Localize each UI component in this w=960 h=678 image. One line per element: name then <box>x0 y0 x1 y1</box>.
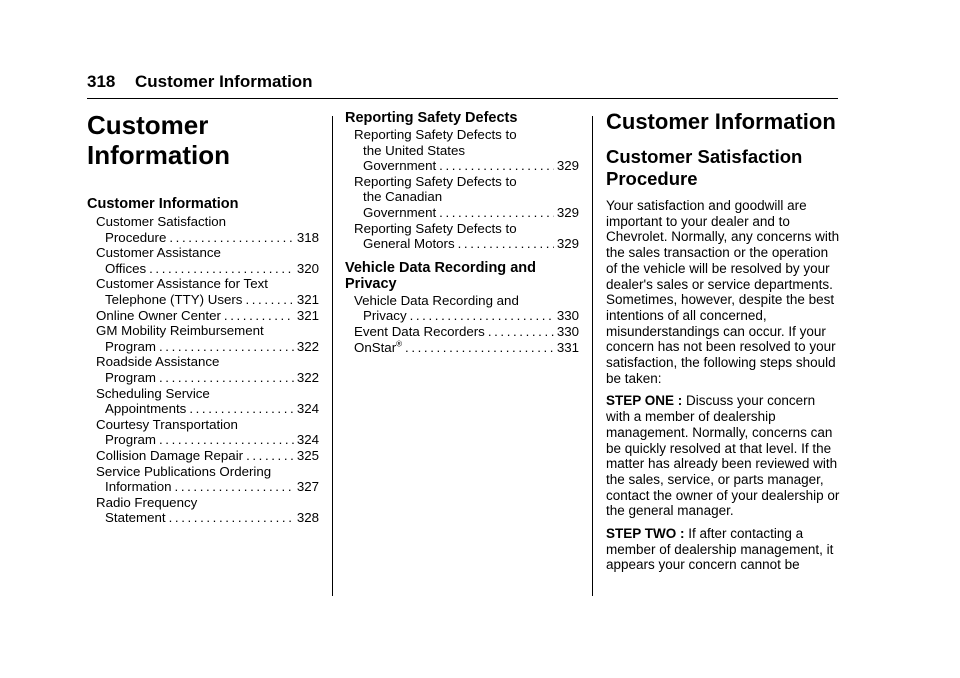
toc-section-heading-line: Vehicle Data Recording and <box>345 259 536 276</box>
toc-entry-title: Government <box>363 158 437 174</box>
toc-entry-title: Government <box>363 204 437 220</box>
body-column <box>606 110 842 580</box>
toc-entry-title: Scheduling Service <box>96 385 210 401</box>
toc-page-number: 329 <box>556 158 579 174</box>
toc-entry-title: Customer Assistance <box>96 245 221 261</box>
toc-column-2 <box>345 110 579 355</box>
toc-entry-title: Courtesy Transportation <box>96 416 238 432</box>
toc-entry-title: the United States <box>363 142 466 158</box>
toc-entry[interactable] <box>96 214 319 245</box>
toc-section-heading <box>345 260 579 292</box>
leader-dots <box>159 370 294 386</box>
toc-entry-title: Event Data Recorders <box>354 323 485 339</box>
toc-entry[interactable] <box>96 448 319 464</box>
toc-entry-title: Telephone (TTY) Users <box>105 291 243 307</box>
toc-entry-title: Vehicle Data Recording and <box>354 292 519 308</box>
toc-entry-title: Information <box>105 479 172 495</box>
toc-entry[interactable] <box>96 323 319 354</box>
leader-dots <box>488 324 554 340</box>
toc-page-number: 329 <box>556 204 579 220</box>
toc-entry[interactable] <box>354 324 579 340</box>
toc-entry-title: Reporting Safety Defects to <box>354 173 517 189</box>
toc-entry-title: Reporting Safety Defects to <box>354 220 517 236</box>
running-head: Customer Information <box>135 72 313 91</box>
leader-dots <box>149 261 294 277</box>
leader-dots <box>224 308 294 324</box>
leader-dots <box>458 236 554 252</box>
toc-entry[interactable] <box>96 245 319 276</box>
toc-entry-title: Service Publications Ordering <box>96 463 272 479</box>
page-number: 318 <box>87 72 116 91</box>
toc-page-number: 327 <box>296 479 319 495</box>
toc-entry[interactable] <box>96 308 319 324</box>
leader-dots <box>246 448 294 464</box>
toc-section-heading-line: Privacy <box>345 275 397 292</box>
toc-entry-title: Offices <box>105 260 147 276</box>
toc-page-number: 329 <box>556 236 579 252</box>
chapter-title-line: Customer <box>87 110 209 140</box>
toc-entry-title: Online Owner Center <box>96 307 221 323</box>
toc-entry[interactable] <box>354 340 579 356</box>
leader-dots <box>189 401 294 417</box>
toc-entry[interactable] <box>354 174 579 221</box>
toc-page-number: 321 <box>296 291 319 307</box>
toc-page-number: 330 <box>556 323 579 339</box>
toc-entry[interactable] <box>354 293 579 324</box>
column-divider <box>592 116 593 596</box>
toc-entry[interactable] <box>96 495 319 526</box>
toc-page-number: 330 <box>556 308 579 324</box>
column-divider <box>332 116 333 596</box>
toc-entry[interactable] <box>96 276 319 307</box>
step-one-label: STEP ONE : <box>606 393 683 409</box>
leader-dots <box>175 479 294 495</box>
leader-dots <box>410 308 554 324</box>
toc-section-heading: Reporting Safety Defects <box>345 110 518 126</box>
step-two-text: If after contacting a member of dealership management, it appears your concern cannot be <box>606 526 834 573</box>
leader-dots <box>159 432 294 448</box>
toc-entry-title: Collision Damage Repair <box>96 447 244 463</box>
toc-entry-title: Roadside Assistance <box>96 354 220 370</box>
toc-page-number: 324 <box>296 401 319 417</box>
leader-dots <box>439 158 554 174</box>
leader-dots <box>439 205 554 221</box>
toc-entry-title: Customer Satisfaction <box>96 214 227 229</box>
toc-entry-title: Statement <box>105 510 166 526</box>
toc-entry-title: Program <box>105 338 156 354</box>
toc-page-number: 324 <box>296 432 319 448</box>
subsection-title-line: Procedure <box>606 168 698 189</box>
leader-dots <box>169 510 294 526</box>
toc-entry-title: Privacy <box>363 308 407 324</box>
toc-entry[interactable] <box>96 354 319 385</box>
section-title: Customer Information <box>606 109 836 134</box>
chapter-title-line: Information <box>87 140 230 170</box>
registered-mark: ® <box>396 339 403 349</box>
toc-entry[interactable] <box>354 221 579 252</box>
toc-entry-title: Customer Assistance for Text <box>96 276 268 292</box>
leader-dots <box>159 339 294 355</box>
toc-entry-title: Program <box>105 432 156 448</box>
toc-section-heading: Customer Information <box>87 196 239 212</box>
toc-entry[interactable] <box>96 386 319 417</box>
toc-entry-title <box>354 340 402 356</box>
subsection-title <box>606 146 842 190</box>
leader-dots <box>245 292 293 308</box>
toc-entry-title-text: OnStar <box>354 339 397 355</box>
toc-entry-title: the Canadian <box>363 189 443 205</box>
toc-page-number: 322 <box>296 338 319 354</box>
toc-entry-title: Appointments <box>105 401 187 417</box>
toc-entry-title: Program <box>105 369 156 385</box>
toc-entry-title: GM Mobility Reimbursement <box>96 323 264 339</box>
leader-dots <box>405 340 554 356</box>
toc-page-number: 328 <box>296 510 319 526</box>
leader-dots <box>169 230 293 246</box>
step-one-paragraph <box>606 393 842 519</box>
toc-column-1 <box>87 110 319 526</box>
step-one-text: Discuss your concern with a member of dealership management. Normally, concerns can be quickly resolved at that level. If the matter has already been reviewed with the sales, service, or parts manager, contact the owner of your dealership or the general manager. <box>606 393 840 519</box>
toc-entry[interactable] <box>96 464 319 495</box>
chapter-title <box>87 110 319 170</box>
toc-entry[interactable] <box>96 417 319 448</box>
toc-page-number: 318 <box>296 229 319 245</box>
toc-entry-title: Radio Frequency <box>96 494 198 510</box>
toc-entry-title: Procedure <box>105 229 167 245</box>
step-two-label: STEP TWO : <box>606 526 685 542</box>
toc-page-number: 331 <box>556 339 579 355</box>
toc-page-number: 325 <box>296 447 319 463</box>
toc-page-number: 320 <box>296 260 319 276</box>
toc-page-number: 321 <box>296 307 319 323</box>
step-two-paragraph <box>606 526 842 573</box>
page-header <box>87 70 838 99</box>
intro-paragraph: Your satisfaction and goodwill are important to your dealer and to Chevrolet. Normally, any concerns with the sales transaction or the operation of the vehicle will be resolved by your dealer's sales or service departments. Sometimes, however, despite the best intentions of all concerned, misunderstandings can occur. If your concern has not been resolved to your satisfaction, the following steps should be taken: <box>606 198 840 386</box>
toc-entry-title: Reporting Safety Defects to <box>354 127 517 142</box>
toc-page-number: 322 <box>296 369 319 385</box>
toc-entry-title: General Motors <box>363 236 455 252</box>
toc-entry[interactable] <box>354 127 579 174</box>
subsection-title-line: Customer Satisfaction <box>606 146 803 167</box>
